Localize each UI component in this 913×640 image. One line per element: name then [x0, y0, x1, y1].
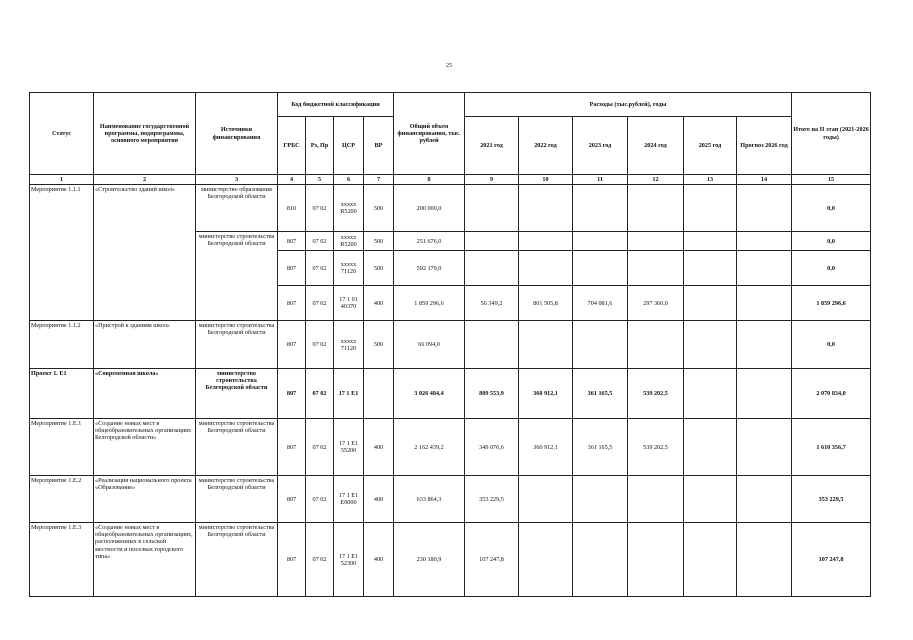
grbs-cell: 807 [278, 232, 306, 251]
rz-pr-cell: 07 02 [306, 369, 334, 419]
status-cell: Проект 1. Е1 [30, 369, 94, 419]
year-2021-cell [465, 321, 519, 369]
status-cell: Мероприятие 1.Е.3 [30, 523, 94, 597]
year-2025-cell [684, 419, 737, 476]
year-2022-cell [519, 251, 573, 286]
source-cell: министерство строительства Белгородской области [196, 369, 278, 419]
year-2021-cell: 809 553,9 [465, 369, 519, 419]
forecast-2026-cell [737, 286, 792, 321]
column-number: 14 [737, 175, 792, 185]
forecast-2026-cell [737, 369, 792, 419]
year-2025-cell [684, 523, 737, 597]
vr-cell: 500 [364, 321, 394, 369]
stage-total-cell: 1 610 356,7 [792, 419, 871, 476]
year-2022-cell: 360 912,1 [519, 369, 573, 419]
total-cell: 633 864,3 [394, 476, 465, 523]
budget-table [29, 92, 871, 597]
year-2024-cell [628, 476, 684, 523]
grbs-cell: 807 [278, 419, 306, 476]
stage-total-cell: 353 229,5 [792, 476, 871, 523]
header-source: Источники финансирования [196, 93, 278, 175]
column-number: 4 [278, 175, 306, 185]
source-cell: министерство строительства Белгородской области [196, 419, 278, 476]
header-2021: 2021 год [465, 117, 519, 175]
column-number: 5 [306, 175, 334, 185]
stage-total-cell: 1 859 296,6 [792, 286, 871, 321]
source-cell: министерство строительства Белгородской области [196, 232, 278, 321]
year-2023-cell [573, 251, 628, 286]
forecast-2026-cell [737, 321, 792, 369]
stage-total-cell: 0,0 [792, 321, 871, 369]
status-cell: Мероприятие 1.Е.2 [30, 476, 94, 523]
column-number: 11 [573, 175, 628, 185]
year-2023-cell [573, 232, 628, 251]
year-2024-cell [628, 523, 684, 597]
header-2024: 2024 год [628, 117, 684, 175]
rz-pr-cell: 07 02 [306, 476, 334, 523]
forecast-2026-cell [737, 476, 792, 523]
total-cell: 2 162 439,2 [394, 419, 465, 476]
grbs-cell: 807 [278, 321, 306, 369]
csr-cell: 17 1 Е1 55200 [334, 419, 364, 476]
name-cell: «Строительство зданий школ» [94, 185, 196, 321]
csr-cell: ххххх 71120 [334, 321, 364, 369]
total-cell: 592 179,0 [394, 251, 465, 286]
year-2023-cell [573, 321, 628, 369]
header-name: Наименование государственной программы, подпрограммы, основного мероприятия [94, 93, 196, 175]
year-2024-cell [628, 232, 684, 251]
rz-pr-cell: 07 02 [306, 286, 334, 321]
vr-cell: 500 [364, 185, 394, 232]
header-rz-pr: Рз, Пр [306, 117, 334, 175]
rz-pr-cell: 07 02 [306, 232, 334, 251]
header-stage2: Итого на II этап (2021-2026 годы) [792, 93, 871, 175]
header-vr: ВР [364, 117, 394, 175]
table-row [30, 185, 871, 232]
year-2025-cell [684, 321, 737, 369]
name-cell: «Пристрой к зданиям школ» [94, 321, 196, 369]
header-total: Общий объем финансирования, тыс. рублей [394, 93, 465, 175]
year-2023-cell: 704 081,6 [573, 286, 628, 321]
csr-cell: ххххх 71120 [334, 251, 364, 286]
year-2023-cell [573, 185, 628, 232]
year-2025-cell [684, 251, 737, 286]
stage-total-cell: 107 247,8 [792, 523, 871, 597]
table-row [30, 369, 871, 419]
rz-pr-cell: 07 02 [306, 321, 334, 369]
year-2024-cell [628, 185, 684, 232]
header-expenses-group: Расходы (тыс.рублей), годы [465, 93, 792, 117]
csr-cell: 17 1 Е1 Е0000 [334, 476, 364, 523]
header-status: Статус [30, 93, 94, 175]
csr-cell: 17 1 Е1 [334, 369, 364, 419]
source-cell: министерство строительства Белгородской области [196, 321, 278, 369]
name-cell: «Современная школа» [94, 369, 196, 419]
name-cell: «Реализация национального проекта «Образование» [94, 476, 196, 523]
csr-cell: ххххх R5200 [334, 232, 364, 251]
year-2024-cell [628, 251, 684, 286]
year-2024-cell [628, 321, 684, 369]
header-grbs: ГРБС [278, 117, 306, 175]
stage-total-cell: 0,0 [792, 251, 871, 286]
column-number: 6 [334, 175, 364, 185]
year-2025-cell [684, 185, 737, 232]
year-2021-cell [465, 185, 519, 232]
header-2023: 2023 год [573, 117, 628, 175]
stage-total-cell: 0,0 [792, 232, 871, 251]
status-cell: Мероприятие 1.Е.1 [30, 419, 94, 476]
rz-pr-cell: 07 02 [306, 185, 334, 232]
grbs-cell: 807 [278, 369, 306, 419]
column-number: 8 [394, 175, 465, 185]
grbs-cell: 807 [278, 523, 306, 597]
year-2023-cell: 361 165,5 [573, 419, 628, 476]
total-cell: 3 026 484,4 [394, 369, 465, 419]
grbs-cell: 807 [278, 251, 306, 286]
source-cell: министерство строительства Белгородской области [196, 523, 278, 597]
total-cell: 230 180,9 [394, 523, 465, 597]
vr-cell: 500 [364, 251, 394, 286]
header-forecast-2026: Прогноз 2026 год [737, 117, 792, 175]
year-2025-cell [684, 476, 737, 523]
forecast-2026-cell [737, 419, 792, 476]
table-row [30, 321, 871, 369]
source-cell: министерство строительства Белгородской области [196, 476, 278, 523]
column-number: 1 [30, 175, 94, 185]
status-cell: Мероприятие 1.1.1 [30, 185, 94, 321]
name-cell: «Создание новых мест в общеобразовательных организациях, расположенных в сельской местности и поселках городского типа» [94, 523, 196, 597]
forecast-2026-cell [737, 185, 792, 232]
year-2025-cell [684, 369, 737, 419]
column-number: 10 [519, 175, 573, 185]
vr-cell: 400 [364, 523, 394, 597]
page-number: 25 [446, 63, 452, 69]
year-2023-cell [573, 523, 628, 597]
year-2021-cell: 107 247,8 [465, 523, 519, 597]
csr-cell: 17 1 Е1 52300 [334, 523, 364, 597]
year-2021-cell [465, 251, 519, 286]
year-2023-cell: 361 165,5 [573, 369, 628, 419]
year-2022-cell [519, 185, 573, 232]
column-number: 12 [628, 175, 684, 185]
year-2021-cell [465, 232, 519, 251]
year-2022-cell: 801 505,8 [519, 286, 573, 321]
status-cell: Мероприятие 1.1.2 [30, 321, 94, 369]
grbs-cell: 807 [278, 476, 306, 523]
column-number-row [30, 175, 871, 185]
column-number: 13 [684, 175, 737, 185]
grbs-cell: 810 [278, 185, 306, 232]
header-2022: 2022 год [519, 117, 573, 175]
total-cell: 200 000,0 [394, 185, 465, 232]
year-2024-cell: 539 202,5 [628, 369, 684, 419]
year-2022-cell [519, 476, 573, 523]
forecast-2026-cell [737, 251, 792, 286]
year-2024-cell: 297 360,0 [628, 286, 684, 321]
vr-cell: 400 [364, 476, 394, 523]
table-row [30, 476, 871, 523]
rz-pr-cell: 07 02 [306, 251, 334, 286]
header-kbk-group: Код бюджетной классификации [278, 93, 394, 117]
stage-total-cell: 2 070 834,0 [792, 369, 871, 419]
column-number: 3 [196, 175, 278, 185]
csr-cell: 17 1 01 40370 [334, 286, 364, 321]
name-cell: «Создание новых мест в общеобразовательных организациях Белгородской области» [94, 419, 196, 476]
csr-cell: ххххх R5200 [334, 185, 364, 232]
vr-cell: 400 [364, 286, 394, 321]
grbs-cell: 807 [278, 286, 306, 321]
header-2025: 2025 год [684, 117, 737, 175]
vr-cell [364, 369, 394, 419]
column-number: 15 [792, 175, 871, 185]
source-cell: министерство образования Белгородской области [196, 185, 278, 232]
table-row [30, 419, 871, 476]
total-cell: 251 676,0 [394, 232, 465, 251]
rz-pr-cell: 07 02 [306, 419, 334, 476]
forecast-2026-cell [737, 523, 792, 597]
total-cell: 66 094,0 [394, 321, 465, 369]
year-2022-cell [519, 523, 573, 597]
forecast-2026-cell [737, 232, 792, 251]
year-2021-cell: 353 229,5 [465, 476, 519, 523]
year-2024-cell: 539 202,5 [628, 419, 684, 476]
year-2022-cell: 360 912,1 [519, 419, 573, 476]
rz-pr-cell: 07 02 [306, 523, 334, 597]
year-2021-cell: 349 076,6 [465, 419, 519, 476]
year-2025-cell [684, 286, 737, 321]
year-2022-cell [519, 321, 573, 369]
stage-total-cell: 0,0 [792, 185, 871, 232]
vr-cell: 400 [364, 419, 394, 476]
year-2021-cell: 56 349,2 [465, 286, 519, 321]
vr-cell: 500 [364, 232, 394, 251]
year-2022-cell [519, 232, 573, 251]
column-number: 9 [465, 175, 519, 185]
year-2025-cell [684, 232, 737, 251]
column-number: 7 [364, 175, 394, 185]
table-row [30, 523, 871, 597]
year-2023-cell [573, 476, 628, 523]
total-cell: 1 859 296,6 [394, 286, 465, 321]
header-csr: ЦСР [334, 117, 364, 175]
column-number: 2 [94, 175, 196, 185]
